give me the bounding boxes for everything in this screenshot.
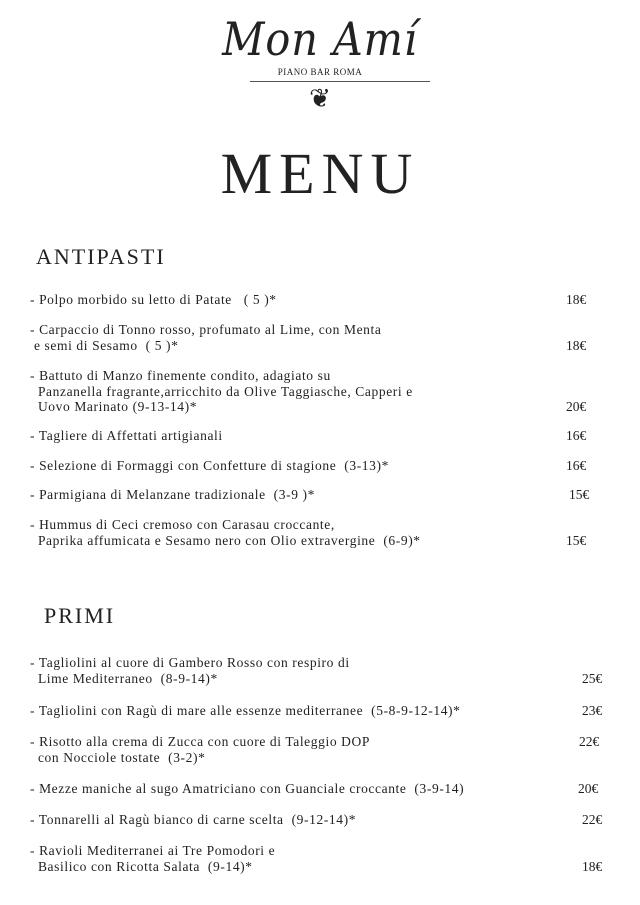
menu-item-price: 22€ <box>582 812 603 827</box>
menu-item <box>30 428 223 444</box>
menu-item <box>30 812 356 828</box>
menu-item-line: Lime Mediterraneo (8-9-14)* <box>30 670 218 686</box>
menu-item <box>30 734 370 765</box>
menu-item-line: - Carpaccio di Tonno rosso, profumato al Lime, con Menta <box>30 322 382 337</box>
menu-item <box>30 458 389 474</box>
page-title: MENU <box>220 141 420 206</box>
menu-item-line: - Parmigiana di Melanzane tradizionale (3-9 )* <box>30 487 315 502</box>
menu-item <box>30 368 413 415</box>
menu-item-line: - Risotto alla crema di Zucca con cuore di Taleggio DOP <box>30 734 370 749</box>
section-title: ANTIPASTI <box>36 244 166 269</box>
menu-item-price: 18€ <box>566 292 587 307</box>
menu-item-price: 20€ <box>566 399 587 414</box>
menu-item <box>30 843 275 874</box>
menu-item-line: - Selezione di Formaggi con Confetture di stagione (3-13)* <box>30 458 389 473</box>
menu-item-line: Panzanella fragrante,arricchito da Olive Taggiasche, Capperi e <box>30 383 413 399</box>
menu-item <box>30 487 315 503</box>
menu-item-price: 16€ <box>566 428 587 443</box>
menu-item-price: 22€ <box>579 734 600 749</box>
menu-item-price: 18€ <box>566 337 587 353</box>
menu-item-line: - Polpo morbido su letto di Patate ( 5 )* <box>30 292 277 307</box>
menu-item <box>30 655 350 686</box>
menu-item-line: - Tagliolini con Ragù di mare alle essenze mediterranee (5-8-9-12-14)* <box>30 703 461 718</box>
menu-item-line: con Nocciole tostate (3-2)* <box>30 749 206 765</box>
menu-item <box>30 703 461 719</box>
menu-item-line: - Tonnarelli al Ragù bianco di carne scelta (9-12-14)* <box>30 812 357 827</box>
menu-item <box>30 517 421 548</box>
menu-item-line: Uovo Marinato (9-13-14)* <box>30 399 198 414</box>
menu-item-price: 20€ <box>578 781 599 796</box>
menu-item-price: 15€ <box>566 532 587 548</box>
logo-subtitle: PIANO BAR ROMA <box>277 67 363 77</box>
menu-item <box>30 781 464 797</box>
menu-item-line: - Ravioli Mediterranei ai Tre Pomodori e <box>30 843 276 858</box>
menu-item-line: - Tagliere di Affettati artigianali <box>30 428 223 443</box>
menu-item-line: e semi di Sesamo ( 5 )* <box>30 337 179 353</box>
menu-item-price: 16€ <box>566 458 587 473</box>
menu-item-line: Paprika affumicata e Sesamo nero con Olio extravergine (6-9)* <box>30 532 421 548</box>
divider <box>250 81 430 82</box>
logo: Mon Amí <box>222 12 418 66</box>
menu-item-price: 25€ <box>582 670 603 686</box>
menu-item-price: 18€ <box>582 858 603 874</box>
ornament-icon: ❦ <box>309 84 331 113</box>
section-title: PRIMI <box>44 603 116 628</box>
menu-item-line: - Battuto di Manzo finemente condito, adagiato su <box>30 368 331 383</box>
menu-item-line: Basilico con Ricotta Salata (9-14)* <box>30 858 253 874</box>
menu-item-price: 15€ <box>569 487 590 502</box>
menu-item-price: 23€ <box>582 703 603 718</box>
menu-item <box>30 292 277 308</box>
menu-item-line: - Tagliolini al cuore di Gambero Rosso con respiro di <box>30 655 350 670</box>
menu-item <box>30 322 381 353</box>
menu-item-line: - Hummus di Ceci cremoso con Carasau croccante, <box>30 517 335 532</box>
menu-item-line: - Mezze maniche al sugo Amatriciano con Guanciale croccante (3-9-14) <box>30 781 465 796</box>
